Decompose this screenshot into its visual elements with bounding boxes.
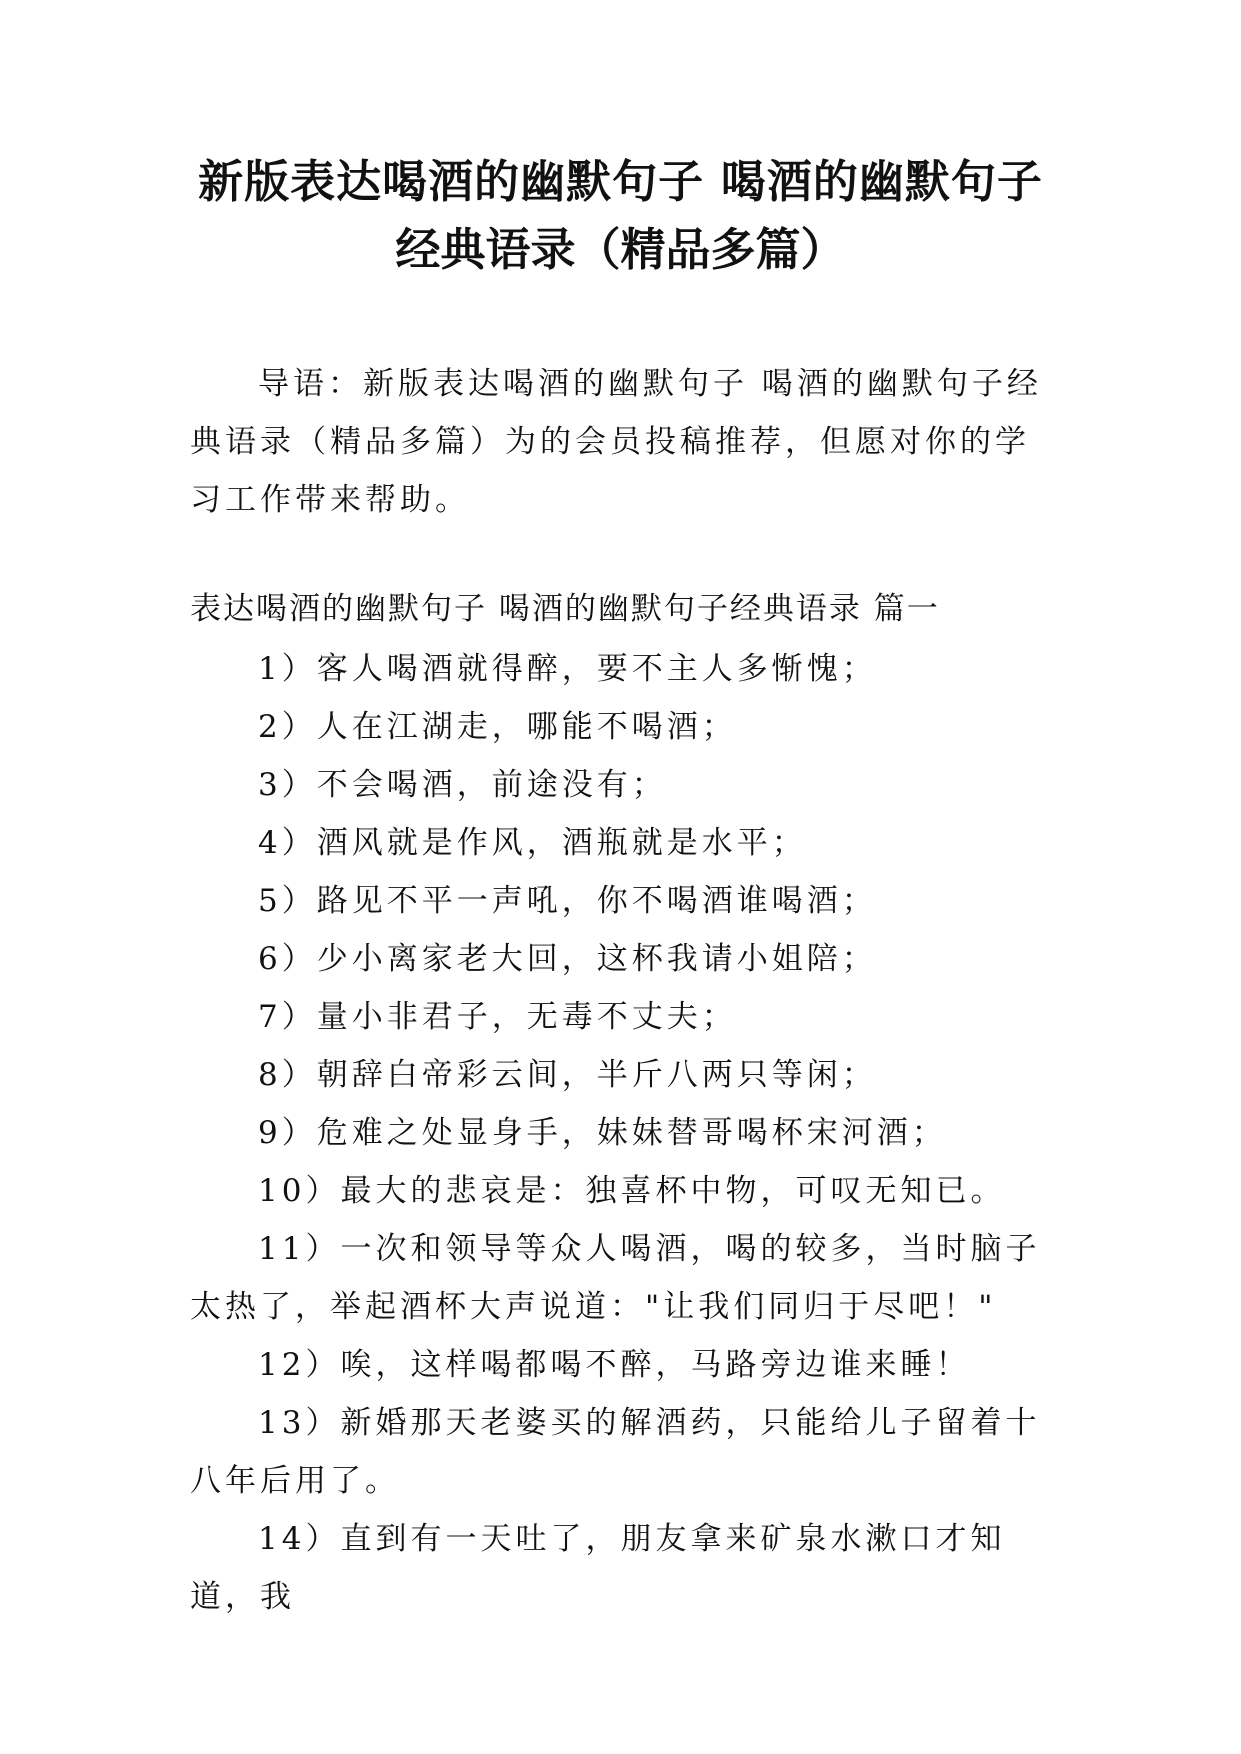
list-item: 6）少小离家老大回，这杯我请小姐陪； <box>258 941 877 977</box>
list-item: 11）一次和领导等众人喝酒，喝的较多，当时脑子太热了，举起酒杯大声说道："让我们同归于尽吧！" <box>190 1231 1041 1325</box>
document-title-line-1: 新版表达喝酒的幽默句子 喝酒的幽默句子 <box>198 155 1043 208</box>
list-item: 5）路见不平一声吼，你不喝酒谁喝酒； <box>258 883 877 919</box>
list-item: 9）危难之处显身手，妹妹替哥喝杯宋河酒； <box>258 1115 947 1151</box>
document-title-line-2: 经典语录（精品多篇） <box>395 223 846 276</box>
list-item: 13）新婚那天老婆买的解酒药，只能给儿子留着十八年后用了。 <box>190 1405 1041 1499</box>
intro-paragraph: 导语：新版表达喝酒的幽默句子 喝酒的幽默句子经典语录（精品多篇）为的会员投稿推荐，但愿对你的学习工作带来帮助。 <box>190 366 1042 518</box>
list-item: 8）朝辞白帝彩云间，半斤八两只等闲； <box>258 1057 877 1093</box>
list-item: 2）人在江湖走，哪能不喝酒； <box>258 709 737 745</box>
list-item: 10）最大的悲哀是：独喜杯中物，可叹无知已。 <box>258 1173 1006 1209</box>
list-item: 1）客人喝酒就得醉，要不主人多惭愧； <box>258 651 877 687</box>
list-item: 3）不会喝酒，前途没有； <box>258 767 667 803</box>
list-item: 12）唉，这样喝都喝不醉，马路旁边谁来睡！ <box>258 1347 971 1383</box>
quote-list <box>190 640 1060 1626</box>
section-heading: 表达喝酒的幽默句子 喝酒的幽默句子经典语录 篇一 <box>190 591 940 627</box>
list-item: 7）量小非君子，无毒不丈夫； <box>258 999 737 1035</box>
list-item: 14）直到有一天吐了，朋友拿来矿泉水漱口才知道，我 <box>190 1521 1006 1615</box>
list-item: 4）酒风就是作风，酒瓶就是水平； <box>258 825 807 861</box>
